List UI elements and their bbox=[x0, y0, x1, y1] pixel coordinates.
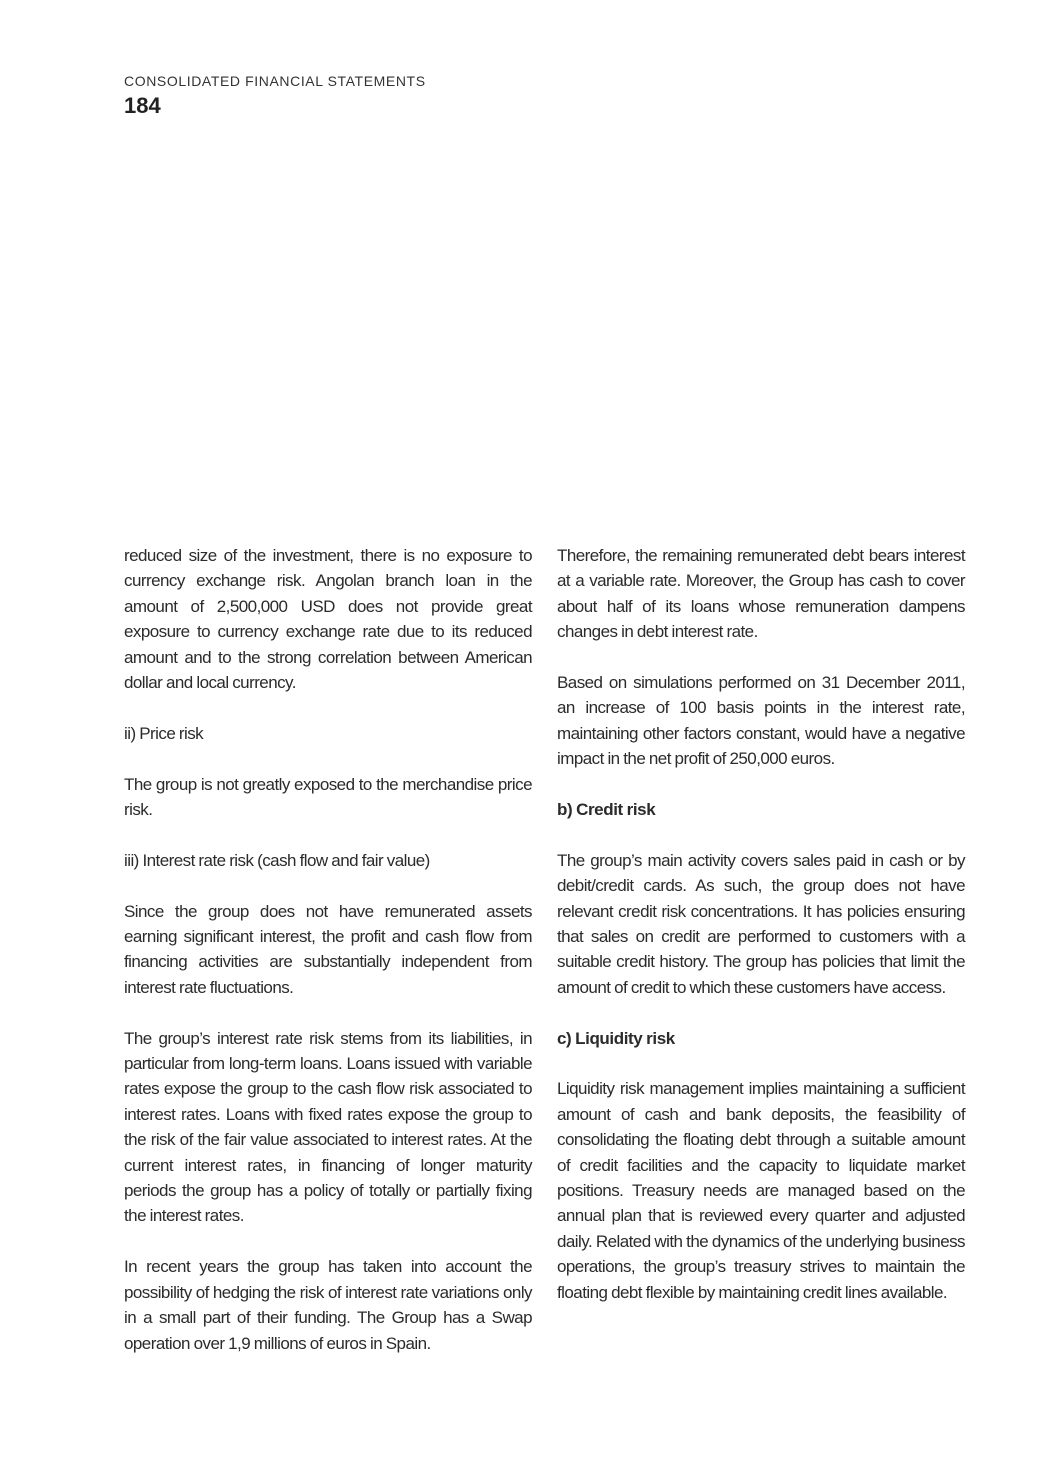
paragraph-credit-risk: The group’s main activity covers sales paid in cash or by debit/credit cards. As such, the group does not have relevant credit risk concentrations. It has policies ensuring that sales on credit are performed to customers with a suitable credit history. The group has policies that limit the amount of credit to which these customers have access. bbox=[557, 850, 965, 997]
price-risk-heading: ii) Price risk bbox=[124, 723, 204, 743]
section-title: CONSOLIDATED FINANCIAL STATEMENTS bbox=[124, 73, 426, 89]
paragraph-hedging: In recent years the group has taken into account the possibility of hedging the risk of interest rate variations only in a small part of their funding. The Group has a Swap operation over 1,9 millions of euros in Spain. bbox=[124, 1257, 532, 1353]
paragraph-variable-rate-debt: Therefore, the remaining remunerated debt bears interest at a variable rate. Moreover, the Group has cash to cover about half of its loans whose remuneration dampens changes in debt interest rate. bbox=[557, 546, 965, 642]
page-header bbox=[124, 72, 426, 120]
page-number: 184 bbox=[124, 93, 161, 118]
interest-rate-risk-heading: iii) Interest rate risk (cash flow and fair value) bbox=[124, 850, 430, 870]
paragraph-liquidity-risk: Liquidity risk management implies maintaining a sufficient amount of cash and bank deposits, the feasibility of consolidating the floating debt through a suitable amount of credit facilities and the capacity to liquidate market positions. Treasury needs are managed based on the annual plan that is reviewed every quarter and adjusted daily. Related with the dynamics of the underlying business operations, the group’s treasury strives to maintain the floating debt flexible by maintaining credit lines available. bbox=[557, 1079, 965, 1302]
right-text-column bbox=[557, 543, 965, 1331]
paragraph-currency-risk-continued: reduced size of the investment, there is no exposure to currency exchange risk. Angolan branch loan in the amount of 2,500,000 USD does not provide great exposure to currency exchange rate due to its reduced amount and to the strong correlation between American dollar and local currency. bbox=[124, 546, 532, 693]
paragraph-remunerated-assets: Since the group does not have remunerated assets earning significant interest, the profit and cash flow from financing activities are substantially independent from interest rate fluctuations. bbox=[124, 901, 532, 997]
paragraph-simulation: Based on simulations performed on 31 December 2011, an increase of 100 basis points in the interest rate, maintaining other factors constant, would have a negative impact in the net profit of 250,000 euros. bbox=[557, 673, 965, 769]
left-text-column bbox=[124, 543, 532, 1381]
liquidity-risk-heading: c) Liquidity risk bbox=[557, 1028, 675, 1048]
credit-risk-heading: b) Credit risk bbox=[557, 800, 656, 820]
paragraph-interest-rate-liabilities: The group’s interest rate risk stems from its liabilities, in particular from long-term loans. Loans issued with variable rates expose the group to the cash flow risk associated to interest rates. Loans with fixed rates expose the group to the risk of the fair value associated to interest rates. At the current interest rates, in financing of longer maturity periods the group has a policy of totally or partially fixing the interest rates. bbox=[124, 1028, 532, 1226]
paragraph-price-risk: The group is not greatly exposed to the merchandise price risk. bbox=[124, 774, 532, 820]
